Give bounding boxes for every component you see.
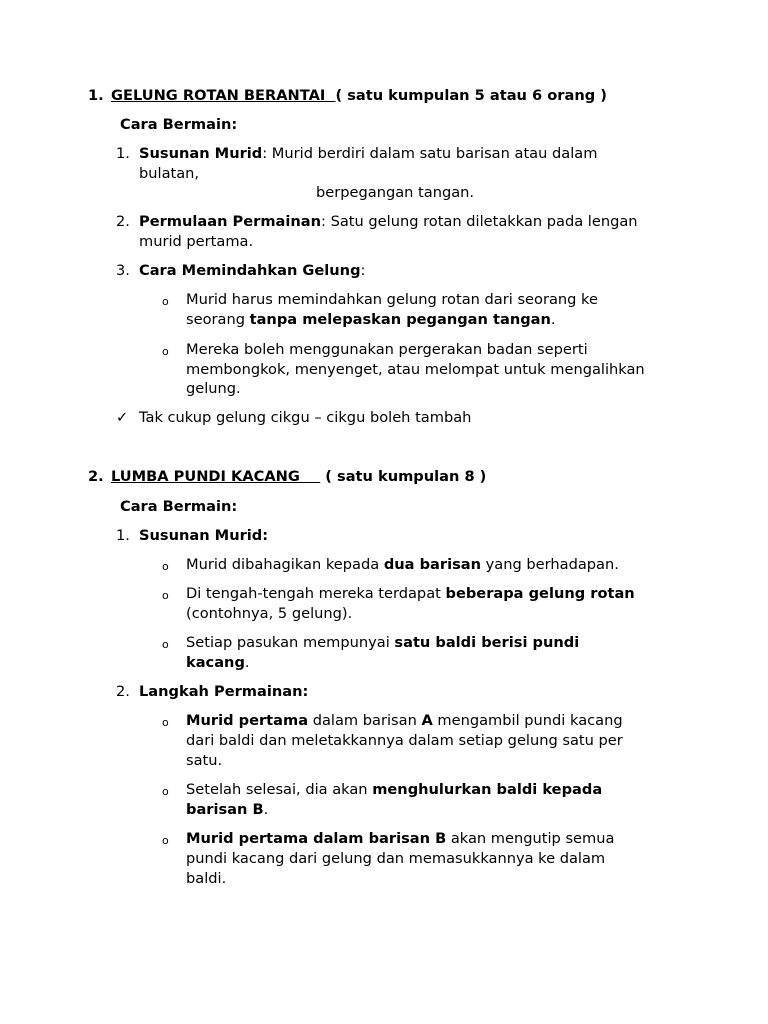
section2-s2-bullet1-bold2: A bbox=[421, 712, 433, 729]
section2-cara-bermain: Cara Bermain: bbox=[120, 498, 238, 515]
section2-s2-bullet1-glyph: o bbox=[162, 716, 169, 729]
section2-s1-bullet1-glyph: o bbox=[162, 560, 169, 573]
section2-s1-bullet3-line2 bbox=[186, 653, 250, 673]
section2-step2-label: Langkah Permainan: bbox=[139, 683, 309, 700]
section1-step1-number: 1. bbox=[116, 145, 130, 162]
section2-s1-bullet2-line1 bbox=[186, 584, 635, 604]
section2-s1-bullet3-line2-bold: kacang bbox=[186, 654, 245, 671]
section1-bullet1-post: . bbox=[550, 311, 556, 328]
section1-bullet1-line2 bbox=[186, 310, 556, 330]
section2-s1-bullet3-pre: Setiap pasukan mempunyai bbox=[186, 634, 395, 651]
section2-s2-bullet1-line2: dari baldi dan meletakkannya dalam setiap gelung satu per bbox=[186, 732, 623, 749]
section2-s2-bullet3-glyph: o bbox=[162, 834, 169, 847]
section2-s2-bullet2-bold: menghulurkan baldi kepada bbox=[372, 781, 603, 798]
section1-bullet2-glyph: o bbox=[162, 345, 169, 358]
section1-title: GELUNG ROTAN BERANTAI bbox=[111, 87, 336, 104]
section1-step2-line1 bbox=[139, 212, 638, 232]
section1-step1-text: : Murid berdiri dalam satu barisan atau dalam bbox=[262, 145, 598, 162]
section1-step1-line3: berpegangan tangan. bbox=[316, 184, 475, 201]
section1-step2-number: 2. bbox=[116, 213, 130, 230]
section1-step1-line1 bbox=[139, 144, 597, 164]
section2-s2-bullet2-pre: Setelah selesai, dia akan bbox=[186, 781, 373, 798]
section1-subtitle: ( satu kumpulan 5 atau 6 orang ) bbox=[335, 87, 607, 104]
section2-s2-bullet2-line1 bbox=[186, 780, 602, 800]
section1-step2-line2: murid pertama. bbox=[139, 233, 254, 250]
section2-s1-bullet1-bold: dua barisan bbox=[383, 556, 482, 573]
section2-heading bbox=[111, 467, 486, 487]
section2-s1-bullet1-pre: Murid dibahagikan kepada bbox=[186, 556, 384, 573]
section1-note: Tak cukup gelung cikgu – cikgu boleh tambah bbox=[139, 409, 472, 426]
section2-s2-bullet2-line2-bold: barisan B bbox=[186, 801, 264, 818]
section1-step1-line2: bulatan, bbox=[139, 165, 200, 182]
section2-s2-bullet3-post: akan mengutip semua bbox=[446, 830, 615, 847]
section2-s2-bullet1-bold: Murid pertama bbox=[186, 712, 309, 729]
section1-bullet1-bold: tanpa melepaskan pegangan tangan bbox=[249, 311, 551, 328]
section2-s1-bullet3-line2-post: . bbox=[244, 654, 250, 671]
section1-step2-label: Permulaan Permainan bbox=[139, 213, 322, 230]
section2-s1-bullet2-line2: (contohnya, 5 gelung). bbox=[186, 605, 353, 622]
section2-s2-bullet2-line2 bbox=[186, 800, 268, 820]
section2-s1-bullet3-bold: satu baldi berisi pundi bbox=[394, 634, 580, 651]
section2-s2-bullet1-line3: satu. bbox=[186, 752, 223, 769]
section2-s2-bullet3-line1 bbox=[186, 829, 614, 849]
section1-bullet1-glyph: o bbox=[162, 295, 169, 308]
section2-s2-bullet3-line3: baldi. bbox=[186, 870, 227, 887]
section1-step3-label: Cara Memindahkan Gelung bbox=[139, 262, 361, 279]
section2-s2-bullet1-line1 bbox=[186, 711, 623, 731]
section2-s2-bullet1-post: mengambil pundi kacang bbox=[432, 712, 623, 729]
section1-heading bbox=[111, 86, 607, 106]
section2-s1-bullet1-post: yang berhadapan. bbox=[481, 556, 619, 573]
section1-bullet1-pre: seorang bbox=[186, 311, 250, 328]
section2-step2-number: 2. bbox=[116, 683, 130, 700]
section2-s1-bullet2-pre: Di tengah-tengah mereka terdapat bbox=[186, 585, 446, 602]
section1-number: 1. bbox=[88, 87, 104, 104]
section2-s1-bullet3-line1 bbox=[186, 633, 579, 653]
section1-cara-bermain: Cara Bermain: bbox=[120, 116, 238, 133]
section1-bullet2-line2: membongkok, menyenget, atau melompat untuk mengalihkan bbox=[186, 361, 645, 378]
section1-step2-text: : Satu gelung rotan diletakkan pada lengan bbox=[321, 213, 638, 230]
section2-title: LUMBA PUNDI KACANG bbox=[111, 468, 321, 485]
section1-step1-label: Susunan Murid bbox=[139, 145, 263, 162]
section2-s1-bullet1 bbox=[186, 555, 619, 575]
section2-s2-bullet3-line2: pundi kacang dari gelung dan memasukkannya ke dalam bbox=[186, 850, 606, 867]
section2-s2-bullet2-line2-post: . bbox=[263, 801, 269, 818]
section2-s2-bullet2-glyph: o bbox=[162, 785, 169, 798]
check-icon: ✓ bbox=[116, 409, 129, 426]
section2-step1-number: 1. bbox=[116, 527, 130, 544]
section2-s1-bullet3-glyph: o bbox=[162, 638, 169, 651]
section2-step1-label: Susunan Murid: bbox=[139, 527, 269, 544]
section2-s1-bullet2-glyph: o bbox=[162, 589, 169, 602]
section2-number: 2. bbox=[88, 468, 104, 485]
section2-subtitle: ( satu kumpulan 8 ) bbox=[320, 468, 487, 485]
section1-step3-line1 bbox=[139, 261, 365, 281]
section1-bullet2-line1: Mereka boleh menggunakan pergerakan badan seperti bbox=[186, 341, 588, 358]
section1-step3-text: : bbox=[360, 262, 366, 279]
section1-bullet2-line3: gelung. bbox=[186, 380, 241, 397]
section2-s2-bullet1-mid: dalam barisan bbox=[308, 712, 422, 729]
section1-bullet1-line1: Murid harus memindahkan gelung rotan dari seorang ke bbox=[186, 291, 598, 308]
section2-s1-bullet2-bold: beberapa gelung rotan bbox=[445, 585, 635, 602]
section1-step3-number: 3. bbox=[116, 262, 130, 279]
section2-s2-bullet3-bold: Murid pertama dalam barisan B bbox=[186, 830, 447, 847]
